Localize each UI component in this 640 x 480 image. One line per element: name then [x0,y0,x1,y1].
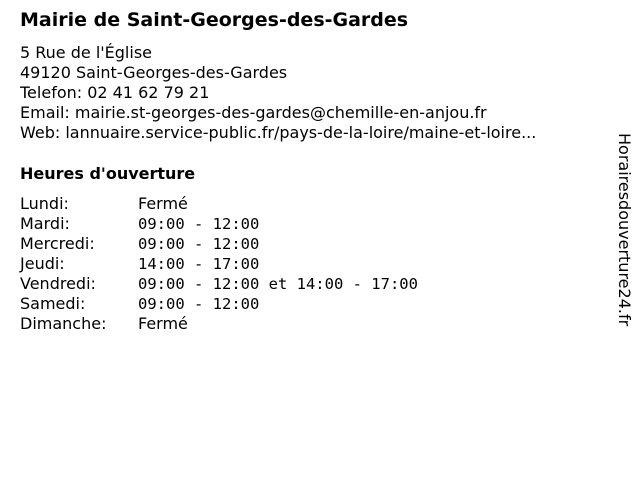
day-label: Mercredi: [20,234,95,253]
day-hours: 09:00 - 12:00 et 14:00 - 17:00 [138,275,418,293]
day-label: Mardi: [20,214,70,233]
email-line: Email: mairie.st-georges-des-gardes@chemille-en-anjou.fr [20,103,487,122]
site-watermark [612,133,638,373]
city-address: 49120 Saint-Georges-des-Gardes [20,63,288,82]
watermark-text: Horairesdouverture24.fr [615,133,634,327]
street-address: 5 Rue de l'Église [20,43,152,62]
hours-row-mardi [20,214,418,234]
day-hours: Fermé [138,194,188,213]
phone-line: Telefon: 02 41 62 79 21 [20,83,210,102]
day-label: Vendredi: [20,274,96,293]
address-block [20,43,536,143]
hours-row-lundi [20,194,418,214]
page-title: Mairie de Saint-Georges-des-Gardes [20,9,409,31]
hours-row-jeudi [20,254,418,274]
day-hours: 09:00 - 12:00 [138,215,260,233]
day-hours: 14:00 - 17:00 [138,255,260,273]
day-label: Jeudi: [20,254,65,273]
hours-row-mercredi [20,234,418,254]
day-hours: 09:00 - 12:00 [138,295,260,313]
day-hours: Fermé [138,314,188,333]
day-label: Lundi: [20,194,69,213]
hours-table [20,194,418,334]
web-line: Web: lannuaire.service-public.fr/pays-de-la-loire/maine-et-loire... [20,123,537,142]
day-hours: 09:00 - 12:00 [138,235,260,253]
hours-row-vendredi [20,274,418,294]
hours-heading: Heures d'ouverture [20,164,196,183]
hours-row-dimanche [20,314,418,334]
day-label: Samedi: [20,294,86,313]
day-label: Dimanche: [20,314,107,333]
hours-row-samedi [20,294,418,314]
